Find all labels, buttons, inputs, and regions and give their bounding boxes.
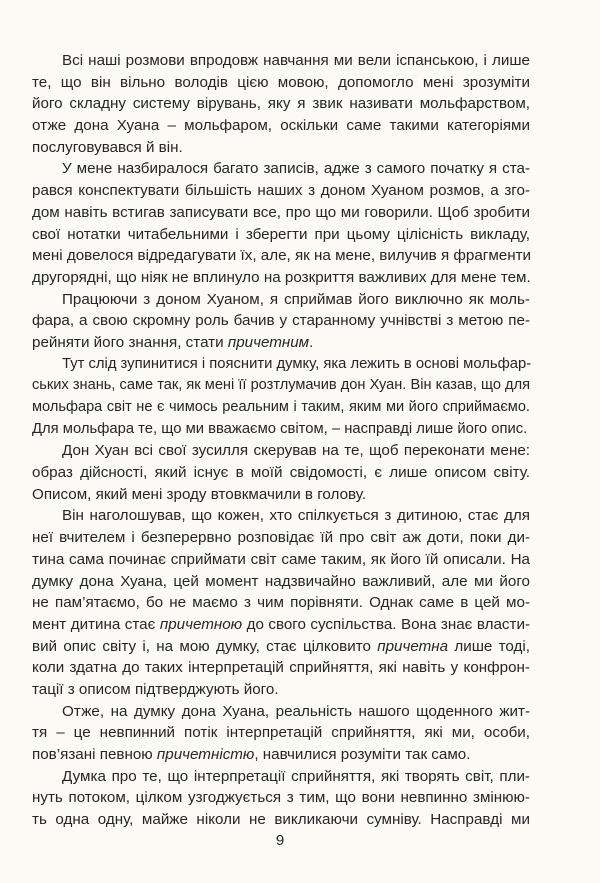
text-run: свої нотатки читабельними і зберегти при цьому цілісність викладу,	[32, 225, 530, 243]
text-line	[32, 397, 530, 419]
text-line	[32, 571, 530, 593]
text-run: мені довелося відредагувати їх, але, як на мене, вилучив я фрагменти	[32, 247, 532, 265]
text-line	[32, 72, 530, 94]
text-line	[32, 549, 530, 571]
text-run: неї вчителем і безперервно розповідає їй про світ аж доти, поки ди-	[32, 529, 530, 547]
text-line	[32, 744, 530, 766]
text-line	[32, 419, 530, 441]
text-line	[32, 224, 530, 246]
text-run: лише тоді,	[448, 637, 530, 655]
page-body-text	[32, 50, 530, 831]
text-run: , навчилися розуміти так само.	[254, 746, 471, 763]
text-run: другорядні, що ніяк не вплинуло на розкриття важливих для мене тем.	[32, 268, 531, 286]
text-run: не пам’ятаємо, бо не маємо з чим порівняти. Однак саме в цей мо-	[32, 594, 530, 612]
text-line	[32, 93, 530, 115]
text-line	[32, 527, 530, 549]
text-run: ських знань, саме так, як мені її розтлумачив дон Хуан. Він казав, що для	[32, 377, 530, 394]
text-line	[32, 809, 530, 831]
text-run: нуть потоком, цілком узгоджується з тим, що вони невпинно змінюю-	[32, 789, 530, 807]
text-line	[32, 289, 530, 311]
text-line	[32, 657, 530, 679]
text-line	[32, 440, 530, 462]
text-line	[32, 679, 530, 701]
text-run: мент дитина стає	[32, 615, 160, 633]
text-run: послуговувався й він.	[32, 138, 183, 156]
text-run: тя – це невпинний потік інтерпретацій сприйняття, які ми, особи,	[32, 724, 530, 742]
text-line	[32, 158, 530, 180]
text-run: рався конспектувати більшість наших з доном Хуаном розмов, а зго-	[32, 182, 530, 200]
text-line	[32, 592, 530, 614]
text-run: до свого суспільства. Вона знає власти-	[242, 615, 530, 633]
text-run: мольфара світ не є чимось реальним і таким, яким ми його сприймаємо.	[32, 399, 530, 415]
text-run: думку дона Хуана, цей момент надзвичайно важливий, але ми його	[32, 572, 530, 590]
text-run: тації з описом підтверджують його.	[32, 680, 279, 698]
text-line	[32, 722, 530, 744]
text-run: вий опис світу і, на мою думку, стає цілковито	[32, 637, 378, 655]
page-number: 9	[275, 832, 285, 849]
text-line	[32, 310, 530, 332]
text-line	[32, 202, 530, 224]
paragraph	[32, 766, 530, 831]
text-line	[32, 701, 530, 723]
italic-term: причетною	[159, 615, 243, 633]
paragraph	[32, 440, 530, 505]
text-run: .	[309, 333, 314, 351]
text-run: образ дійсності, який існує в моїй свідомості, є лише описом світу.	[32, 464, 530, 482]
text-line	[32, 354, 530, 376]
paragraph	[32, 158, 530, 288]
paragraph	[32, 50, 530, 158]
text-line	[32, 375, 530, 397]
text-run: Думка про те, що інтерпретації сприйняття, які творять світ, пли-	[62, 767, 530, 785]
text-run: Описом, який мені зроду втовкмачили в голову.	[32, 485, 367, 503]
text-run: Дон Хуан всі свої зусилля скерував на те, щоб переконати мене:	[62, 442, 530, 460]
text-run: те, що він вільно володів цією мовою, допомогло мені зрозуміти	[32, 73, 530, 91]
text-run: пов’язані певною	[32, 746, 157, 763]
paragraph	[32, 289, 530, 354]
text-run: У мене назбиралося багато записів, адже з самого початку я ста-	[62, 160, 530, 178]
text-run: ть одна одну, майже ніколи не викликаючи сумніву. Насправді ми	[32, 811, 530, 829]
text-line	[32, 614, 530, 636]
text-run: фара, а свою скромну роль бачив у старанному учнівстві з метою пе-	[32, 312, 530, 330]
text-line	[32, 115, 530, 137]
text-run: Він наголошував, що кожен, хто спілкується з дитиною, стає для	[62, 507, 530, 525]
text-line	[32, 462, 530, 484]
text-line	[32, 484, 530, 506]
text-run: тина сама починає сприймати світ саме таким, як його їй описали. На	[32, 550, 530, 568]
italic-term: причетна	[377, 637, 449, 655]
text-run: Всі наші розмови впродовж навчання ми вели іспанською, і лише	[62, 52, 530, 69]
text-line	[32, 332, 530, 354]
text-line	[32, 245, 530, 267]
paragraph	[32, 354, 530, 441]
text-run: Працюючи з доном Хуаном, я сприймав його виключно як моль-	[62, 290, 530, 308]
paragraph	[32, 505, 530, 700]
text-line	[32, 766, 530, 788]
text-line	[32, 267, 530, 289]
text-run: Тут слід зупинитися і пояснити думку, яка лежить в основі мольфар-	[62, 355, 532, 372]
paragraph	[32, 701, 530, 766]
text-run: коли здатна до таких інтерпретацій сприйняття, які навіть у конфрон-	[32, 659, 530, 677]
italic-term: причетністю	[156, 746, 255, 763]
text-line	[32, 505, 530, 527]
text-run: дом навіть встигав записувати все, про що ми говорили. Щоб зробити	[32, 203, 530, 221]
text-line	[32, 50, 530, 72]
text-run: Для мольфара те, що ми вважаємо світом, – насправді лише його опис.	[32, 420, 528, 437]
text-line	[32, 636, 530, 658]
text-run: отже дона Хуана – мольфаром, оскільки саме такими категоріями	[32, 117, 530, 135]
italic-term: причетним	[227, 333, 310, 351]
text-line	[32, 137, 530, 159]
text-line	[32, 787, 530, 809]
text-run: його складну систему вірувань, яку я звик називати мольфарством,	[32, 95, 530, 113]
text-line	[32, 180, 530, 202]
text-run: рейняти його знання, стати	[32, 333, 228, 351]
text-run: Отже, на думку дона Хуана, реальність нашого щоденного жит-	[62, 702, 530, 720]
